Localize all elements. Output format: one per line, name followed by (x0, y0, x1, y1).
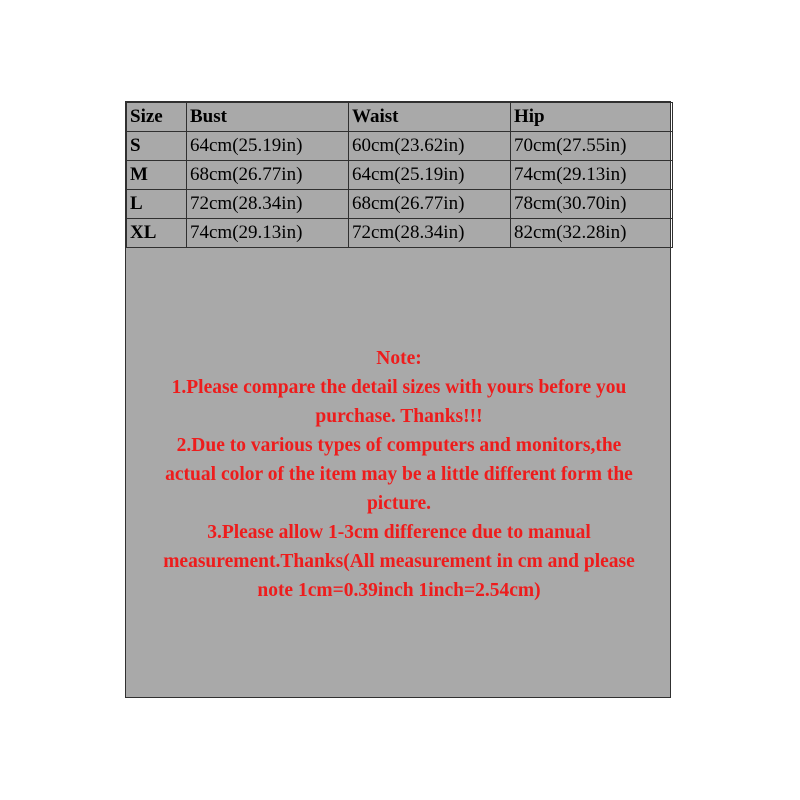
note-line: 3.Please allow 1-3cm difference due to manual (207, 522, 591, 543)
table-row (127, 219, 673, 248)
size-cell: L (127, 190, 187, 219)
size-cell: XL (127, 219, 187, 248)
notes-block (126, 344, 672, 605)
note-line: note 1cm=0.39inch 1inch=2.54cm) (257, 580, 541, 601)
hip-cell: 70cm(27.55in) (511, 132, 673, 161)
waist-cell: 72cm(28.34in) (349, 219, 511, 248)
note-line: purchase. Thanks!!! (315, 406, 483, 427)
header-hip: Hip (511, 103, 673, 132)
header-bust: Bust (187, 103, 349, 132)
bust-cell: 64cm(25.19in) (187, 132, 349, 161)
table-row (127, 190, 673, 219)
header-waist: Waist (349, 103, 511, 132)
size-chart-panel (125, 101, 671, 698)
size-cell: M (127, 161, 187, 190)
note-line: 1.Please compare the detail sizes with yours before you (171, 377, 627, 398)
waist-cell: 64cm(25.19in) (349, 161, 511, 190)
table-row (127, 132, 673, 161)
hip-cell: 82cm(32.28in) (511, 219, 673, 248)
hip-cell: 74cm(29.13in) (511, 161, 673, 190)
note-heading: Note: (376, 348, 422, 369)
waist-cell: 60cm(23.62in) (349, 132, 511, 161)
hip-cell: 78cm(30.70in) (511, 190, 673, 219)
table-row (127, 161, 673, 190)
note-line: measurement.Thanks(All measurement in cm and please (163, 551, 635, 572)
size-table (126, 102, 673, 248)
note-line: actual color of the item may be a little different form the (165, 464, 633, 485)
note-line: 2.Due to various types of computers and monitors,the (176, 435, 622, 456)
bust-cell: 72cm(28.34in) (187, 190, 349, 219)
waist-cell: 68cm(26.77in) (349, 190, 511, 219)
note-line: picture. (366, 493, 432, 514)
table-header-row (127, 103, 673, 132)
header-size: Size (127, 103, 187, 132)
bust-cell: 68cm(26.77in) (187, 161, 349, 190)
bust-cell: 74cm(29.13in) (187, 219, 349, 248)
size-cell: S (127, 132, 187, 161)
